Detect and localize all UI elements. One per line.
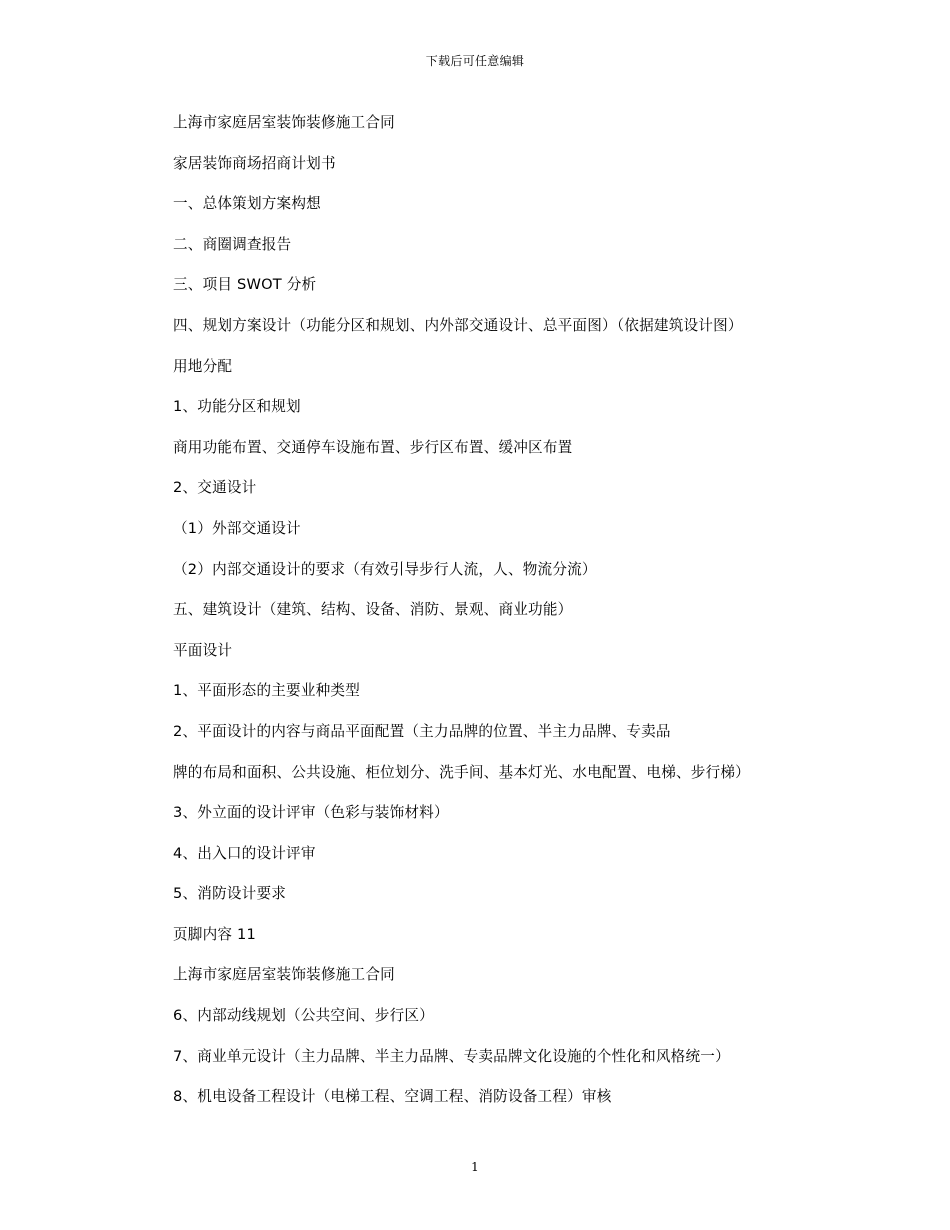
doc-line: 1、平面形态的主要业种类型 (173, 682, 361, 700)
page-number: 1 (471, 1160, 479, 1174)
doc-line: 一、总体策划方案构想 (173, 195, 321, 213)
doc-line: 四、规划方案设计（功能分区和规划、内外部交通设计、总平面图）（依据建筑设计图） (173, 316, 743, 334)
doc-line: 7、商业单元设计（主力品牌、半主力品牌、专卖品牌文化设施的个性化和风格统一） (173, 1047, 730, 1065)
doc-line: 8、机电设备工程设计（电梯工程、空调工程、消防设备工程）审核 (173, 1088, 612, 1106)
doc-line: 五、建筑设计（建筑、结构、设备、消防、景观、商业功能） (173, 601, 573, 619)
doc-line: 2、交通设计 (173, 479, 257, 497)
doc-line: 1、功能分区和规划 (173, 398, 301, 416)
doc-line: 用地分配 (173, 357, 233, 375)
doc-line: 2、平面设计的内容与商品平面配置（主力品牌的位置、半主力品牌、专卖品 (173, 722, 671, 740)
doc-line: 页脚内容 11 (173, 925, 256, 943)
doc-line: 二、商圈调查报告 (173, 235, 292, 253)
doc-line: 家居装饰商场招商计划书 (173, 154, 336, 172)
doc-line: 3、外立面的设计评审（色彩与装饰材料） (173, 804, 449, 822)
doc-line: 三、项目 SWOT 分析 (173, 276, 317, 294)
document-body (173, 113, 873, 1128)
doc-line: 平面设计 (173, 641, 233, 659)
doc-line: 5、消防设计要求 (173, 885, 287, 903)
doc-line: 6、内部动线规划（公共空间、步行区） (173, 1007, 434, 1025)
doc-line: 商用功能布置、交通停车设施布置、步行区布置、缓冲区布置 (173, 438, 573, 456)
doc-line: 4、出入口的设计评审 (173, 844, 316, 862)
doc-line: （1）外部交通设计 (173, 519, 301, 537)
doc-line: 上海市家庭居室装饰装修施工合同 (173, 966, 395, 984)
doc-line: （2）内部交通设计的要求（有效引导步行人流，人、物流分流） (173, 560, 597, 578)
doc-line: 上海市家庭居室装饰装修施工合同 (173, 114, 395, 131)
page-header: 下载后可任意编辑 (425, 54, 525, 68)
doc-line: 牌的布局和面积、公共设施、柜位划分、洗手间、基本灯光、水电配置、电梯、步行梯） (173, 763, 750, 781)
